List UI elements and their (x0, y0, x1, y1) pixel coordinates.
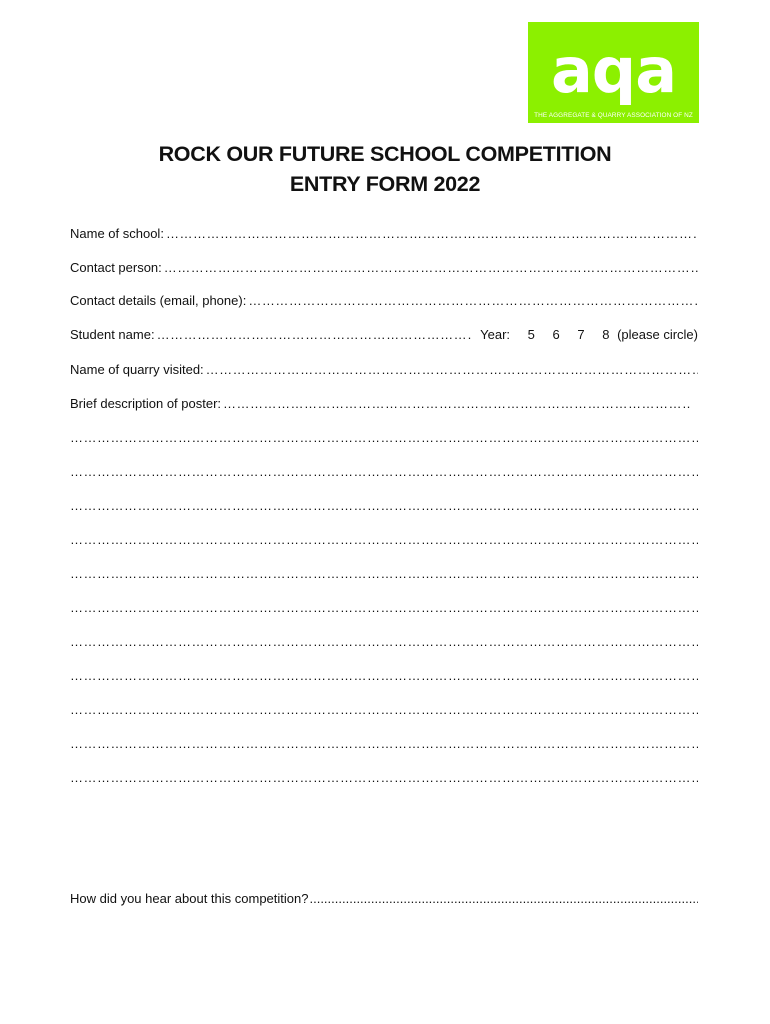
year-option-5[interactable]: 5 (527, 327, 535, 342)
description-line-dots[interactable] (70, 498, 698, 514)
description-line-dots[interactable] (70, 566, 698, 582)
description-line[interactable] (70, 702, 698, 718)
student-name-line[interactable] (157, 327, 473, 343)
description-line-dots[interactable] (70, 430, 698, 446)
year-option-8[interactable]: 8 (602, 327, 610, 342)
title-line-2: ENTRY FORM 2022 (289, 172, 481, 196)
title-line-1: ROCK OUR FUTURE SCHOOL COMPETITION (158, 142, 612, 166)
description-line[interactable] (70, 668, 698, 684)
quarry-label: Name of quarry visited: (70, 362, 204, 377)
description-line[interactable] (70, 770, 698, 786)
description-line-dots[interactable] (70, 770, 698, 786)
logo-tagline: THE AGGREGATE & QUARRY ASSOCIATION OF NZ (534, 112, 693, 119)
year-label: Year: (480, 327, 511, 342)
description-line[interactable] (70, 532, 698, 548)
contact-details-line[interactable] (248, 293, 698, 309)
student-name-label: Student name: (70, 327, 155, 342)
poster-description-line[interactable] (223, 396, 690, 412)
description-line-dots[interactable] (70, 736, 698, 752)
description-line-dots[interactable] (70, 634, 698, 650)
year-option-6[interactable]: 6 (552, 327, 560, 342)
how-heard-field[interactable] (70, 891, 698, 907)
description-line-dots[interactable] (70, 702, 698, 718)
how-heard-label: How did you hear about this competition? (70, 891, 309, 906)
contact-person-field[interactable] (70, 260, 698, 276)
quarry-line[interactable] (206, 362, 698, 378)
year-hint: (please circle) (617, 327, 698, 342)
contact-person-label: Contact person: (70, 260, 162, 275)
school-name-label: Name of school: (70, 226, 164, 241)
description-line-dots[interactable] (70, 464, 698, 480)
school-name-line[interactable] (166, 226, 698, 242)
year-option-7[interactable]: 7 (577, 327, 585, 342)
description-line[interactable] (70, 566, 698, 582)
aqa-logo (528, 22, 699, 123)
description-line[interactable] (70, 600, 698, 616)
description-line-dots[interactable] (70, 668, 698, 684)
contact-details-field[interactable] (70, 293, 698, 309)
description-line[interactable] (70, 430, 698, 446)
description-line-dots[interactable] (70, 600, 698, 616)
logo-word: aqa (550, 34, 677, 107)
school-name-field[interactable] (70, 226, 698, 242)
how-heard-line[interactable] (309, 891, 698, 907)
description-line[interactable] (70, 464, 698, 480)
description-line[interactable] (70, 498, 698, 514)
description-line[interactable] (70, 634, 698, 650)
poster-description-label: Brief description of poster: (70, 396, 222, 411)
description-line[interactable] (70, 736, 698, 752)
poster-description-field[interactable] (70, 396, 690, 412)
contact-person-line[interactable] (164, 260, 698, 276)
quarry-field[interactable] (70, 362, 698, 378)
description-line-dots[interactable] (70, 532, 698, 548)
form-title (0, 139, 770, 199)
student-name-field[interactable] (70, 327, 698, 343)
contact-details-label: Contact details (email, phone): (70, 293, 247, 308)
year-selector (476, 327, 698, 343)
